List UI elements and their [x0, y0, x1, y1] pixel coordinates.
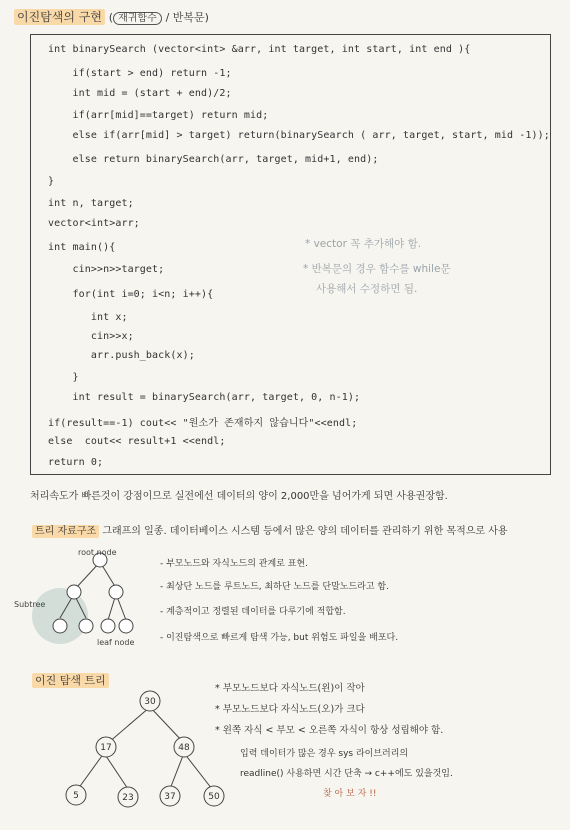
- title-text: 이진탐색의 구현: [14, 9, 105, 25]
- tree-bullet-3: - 계층적이고 정렬된 데이터를 다루기에 적합함.: [160, 607, 346, 617]
- code-line: int result = binarySearch(arr, target, 0, n-1);: [48, 392, 361, 403]
- bst-note-3: * 왼쪽 자식 < 부모 < 오른쪽 자식이 항상 성립해야 함.: [215, 725, 444, 736]
- bst-extra-2: readline() 사용하면 시간 단축 → c++에도 있을것임.: [240, 769, 453, 779]
- code-line: int binarySearch (vector<int> &arr, int target, int start, int end ){: [48, 44, 471, 55]
- page-title: [14, 8, 209, 25]
- code-line: else cout<< result+1 <<endl;: [48, 436, 226, 447]
- tree-description: 그래프의 일종. 데이터베이스 시스템 등에서 많은 양의 데이터를 관리하기 위한 목적으로 사용: [102, 526, 508, 537]
- code-line: for(int i=0; i<n; i++){: [48, 289, 214, 300]
- title-paren-open: (: [108, 11, 114, 24]
- bst-extra-1: 입력 데이터가 많은 경우 sys 라이브러리의: [240, 749, 409, 759]
- code-line: else if(arr[mid] > target) return(binarySearch ( arr, target, start, mid -1));: [48, 130, 550, 141]
- bst-node-30: 30: [144, 697, 156, 707]
- tree-bullet-2: - 최상단 노드를 루트노드, 최하단 노드를 단말노드라고 함.: [160, 582, 389, 592]
- bst-title: 이진 탐색 트리: [32, 673, 109, 688]
- code-line: }: [48, 176, 55, 187]
- bst-diagram: [60, 685, 240, 810]
- bst-note-1: * 부모노드보다 자식노드(왼)이 작아: [215, 683, 365, 694]
- code-line: vector<int>arr;: [48, 218, 140, 229]
- code-line: int x;: [48, 312, 128, 323]
- tree-section-title: [32, 522, 508, 537]
- code-note-loop-1: * 반복문의 경우 함수를 while문: [303, 263, 451, 275]
- code-line: int mid = (start + end)/2;: [48, 88, 232, 99]
- tree-bullet-1: - 부모노드와 자식노드의 관계로 표현.: [160, 559, 308, 569]
- bst-node-5: 5: [73, 791, 79, 801]
- code-line: }: [48, 372, 79, 383]
- summary-text: 처리속도가 빠른것이 강점이므로 실전에선 데이터의 양이 2,000만을 넘어가게 되면 사용권장함.: [30, 491, 448, 502]
- leaf-node-label: leaf node: [97, 638, 135, 647]
- code-line: if(start > end) return -1;: [48, 68, 232, 79]
- code-note-vector: * vector 꼭 추가해야 함.: [305, 238, 422, 250]
- title-paren-rest: / 반복문): [165, 11, 209, 24]
- code-line: cin>>n>>target;: [48, 264, 165, 275]
- title-circled-word: 재귀함수: [113, 12, 162, 25]
- code-box: [30, 34, 551, 475]
- tree-title: 트리 자료구조: [32, 525, 99, 538]
- code-line: arr.push_back(x);: [48, 350, 195, 361]
- bst-node-50: 50: [208, 792, 220, 802]
- code-line: int main(){: [48, 242, 116, 253]
- bst-note-2: * 부모노드보다 자식노드(오)가 크다: [215, 704, 365, 715]
- code-note-loop-2: 사용해서 수정하면 됨.: [316, 283, 418, 295]
- code-line: return 0;: [48, 457, 104, 468]
- bst-node-17: 17: [100, 743, 112, 753]
- root-node-label: root node: [78, 548, 117, 557]
- bst-node-37: 37: [164, 792, 176, 802]
- code-line: int n, target;: [48, 198, 134, 209]
- code-line: cin>>x;: [48, 331, 134, 342]
- code-line: if(result==-1) cout<< "원소가 존재하지 않습니다"<<endl;: [48, 418, 358, 429]
- tree-bullet-4: - 이진탐색으로 빠르게 탐색 가능, but 위험도 파일을 배포다.: [160, 633, 399, 643]
- bst-node-48: 48: [178, 743, 190, 753]
- bst-extra-3: 찾 아 보 자 !!: [323, 789, 377, 799]
- code-line: else return binarySearch(arr, target, mid+1, end);: [48, 154, 379, 165]
- code-line: if(arr[mid]==target) return mid;: [48, 110, 269, 121]
- subtree-label: Subtree: [14, 600, 46, 609]
- bst-node-23: 23: [122, 793, 134, 803]
